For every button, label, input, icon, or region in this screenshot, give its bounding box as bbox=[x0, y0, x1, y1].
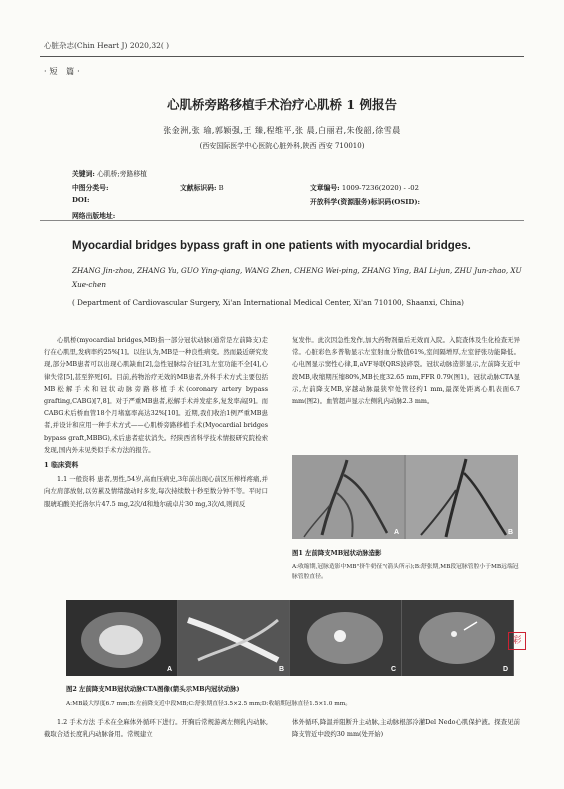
figure-2-label-c: C bbox=[390, 666, 396, 673]
figure-2-label-a: A bbox=[166, 666, 172, 673]
doi-row bbox=[72, 196, 90, 204]
meta-divider bbox=[40, 220, 524, 221]
cta-c-image bbox=[290, 600, 401, 676]
figure-1-subcaption: A:收缩期,冠脉造影中MB"挤牛奶征"(箭头所示);B:舒张期,MB段冠脉管腔小于MB远端冠脉管腔直径。 bbox=[292, 564, 519, 580]
header-divider bbox=[40, 56, 524, 57]
article-no-label: 文章编号: bbox=[310, 184, 340, 192]
cta-d-image bbox=[402, 600, 513, 676]
angiogram-a-image bbox=[292, 455, 404, 539]
figure-2-label-b: B bbox=[278, 666, 284, 673]
intro-paragraph: 心肌桥(myocardial bridges,MB)指一部分冠状动脉(通常是左前降支)走行在心肌里,发病率约25%[1]。以往认为,MB是一种良性病变。然而最近研究发现,部分MB患者可以出现心肌缺血[2],急性冠脉综合征[3],左室功能不全[4],心律失常[5],甚至猝死[6]。目前,药物治疗无效的MB患者,外科手术方式主要包括MB松解手术和冠状动脉旁路移植手术(coronary artery bypass grafting,CABG)[7,8]。对于严重MB患者,松解手术并发症多,复发率高[9]。而CABG术后桥血管18个月堵塞率高达32%[10]。近期,我们收治1例严重MB患者,并设计和应用一种手术方式——心肌桥旁路移植手术(Myocardial bridges bypass graft,MBBG),术后患者症状消失。经陕西省科学技术情报研究院检索发现,国内外未见类似手术方法的报告。 bbox=[44, 336, 268, 454]
figure-2-panel-d bbox=[402, 600, 513, 676]
figure-1-label-b: B bbox=[507, 529, 513, 536]
online-row bbox=[72, 210, 115, 220]
cta-a-image bbox=[66, 600, 177, 676]
running-head: 心脏杂志(Chin Heart J) 2020,32( ) bbox=[44, 41, 170, 50]
case-continued-paragraph: 复发作。此次因急性发作,加大药物剂量后无效而入院。入院查体及生化检查无异常。心脏彩色多普勒显示左室射血分数值61%,室间隔增厚,左室舒张功能降低。心电图显示窦性心律,Ⅱ,aVF导联QRS波碎裂。冠状动脉造影显示,左前降支近中段MB,收缩期压缩80%,MB长度32.65 mm,FFR 0.79(图1)。冠状动脉CTA显示,左前降支MB,穿越动脉最狭窄处管径约1 mm,最深处距离心肌表面6.7 mm(图2)。血管超声显示左侧乳内动脉2.3 mm。 bbox=[292, 336, 520, 406]
left-column bbox=[44, 334, 268, 510]
figure-1-angiography bbox=[292, 455, 518, 539]
section-heading-clinical: 1 临床资料 bbox=[44, 461, 79, 470]
surgery-right bbox=[292, 716, 520, 740]
article-title-en: Myocardial bridges bypass graft in one patients with myocardial bridges. bbox=[72, 240, 471, 252]
figure-2-caption: 图2 左前降支MB冠状动脉CTA图像(箭头示MB内冠状动脉) bbox=[66, 685, 240, 693]
figure-1-panel-a bbox=[292, 455, 404, 539]
figure-2-cta bbox=[66, 600, 514, 676]
section-label: ·短 篇· bbox=[44, 67, 83, 76]
figure-1-caption: 图1 左前降支MB冠状动脉造影 bbox=[292, 549, 382, 557]
authors-zh: 张金洲,张 瑜,郭颖强,王 臻,程维平,张 晨,白丽君,朱俊韶,徐雪晨 bbox=[163, 126, 401, 135]
doc-code-value: B bbox=[218, 184, 224, 192]
affiliation-en: ( Department of Cardiovascular Surgery, Xi'an International Medical Center, Xi'an 710100, Shaanxi, China) bbox=[72, 298, 464, 307]
right-column-top bbox=[292, 334, 520, 407]
article-no-value: 1009-7236(2020) - -02 bbox=[341, 184, 419, 192]
figure-2-label-d: D bbox=[502, 666, 508, 673]
online-label: 网络出版地址: bbox=[72, 212, 116, 220]
article-title-zh: 心肌桥旁路移植手术治疗心肌桥 1 例报告 bbox=[167, 97, 397, 112]
angiogram-b-image bbox=[406, 455, 518, 539]
keywords-label: 关键词: bbox=[72, 170, 95, 178]
affiliation-zh: (西安国际医学中心医院心脏外科,陕西 西安 710010) bbox=[199, 142, 365, 150]
doc-code-label: 文献标识码: bbox=[180, 184, 217, 192]
authors-en: ZHANG Jin-zhou, ZHANG Yu, GUO Ying-qiang, WANG Zhen, CHENG Wei-ping, ZHANG Ying, BAI Li-jun, ZHU Jun-zhao, XU Xue-chen bbox=[72, 266, 522, 289]
osid-row bbox=[310, 196, 420, 206]
figure-2-panel-a bbox=[66, 600, 177, 676]
doi-label: DOI: bbox=[72, 196, 90, 204]
surgery-left bbox=[44, 716, 268, 740]
osid-label: 开放科学(资源服务)标识码(OSID): bbox=[310, 198, 421, 206]
figure-2-subcaption: A:MB最大厚度6.7 mm;B:左前降支近中段MB;C:舒张期直径3.5×2.5 mm;D:收缩期冠脉直径1.5×1.0 mm。 bbox=[66, 701, 352, 707]
clc-label: 中图分类号: bbox=[72, 184, 109, 192]
surgery-paragraph-left: 1.2 手术方法 手术在全麻体外循环下进行。开胸后常规游离左侧乳内动脉,截取合适长度乳内动脉备用。常规建立 bbox=[44, 718, 268, 739]
cta-b-image bbox=[178, 600, 289, 676]
figure-2-panel-c bbox=[290, 600, 401, 676]
keywords-value: 心肌桥;旁路移植 bbox=[97, 170, 147, 178]
color-stamp: 彩 bbox=[508, 632, 526, 650]
article-no-row bbox=[310, 182, 419, 192]
keywords-row bbox=[72, 168, 147, 178]
case-paragraph: 1.1 一般资料 患者,男性,54岁,高血压病史,3年前出现心前区压榨样疼痛,并向左肩部放射,以劳累及情绪激动时多发,每次持续数十秒至数分钟不等。平时口服琥珀酸美托洛尔片47.5 mg,2次/d和地尔硫卓片30 mg,3次/d,则间反 bbox=[44, 475, 268, 508]
figure-1-panel-b bbox=[406, 455, 518, 539]
figure-1-label-a: A bbox=[393, 529, 399, 536]
figure-2-panel-b bbox=[178, 600, 289, 676]
doc-code-row bbox=[180, 182, 224, 192]
surgery-paragraph-right: 体外循环,降温并阻断升主动脉,主动脉根部冷灌Del Nedo心肌保护液。探查见前降支管近中段约30 mm(处开始) bbox=[292, 718, 520, 739]
clc-row bbox=[72, 182, 109, 192]
